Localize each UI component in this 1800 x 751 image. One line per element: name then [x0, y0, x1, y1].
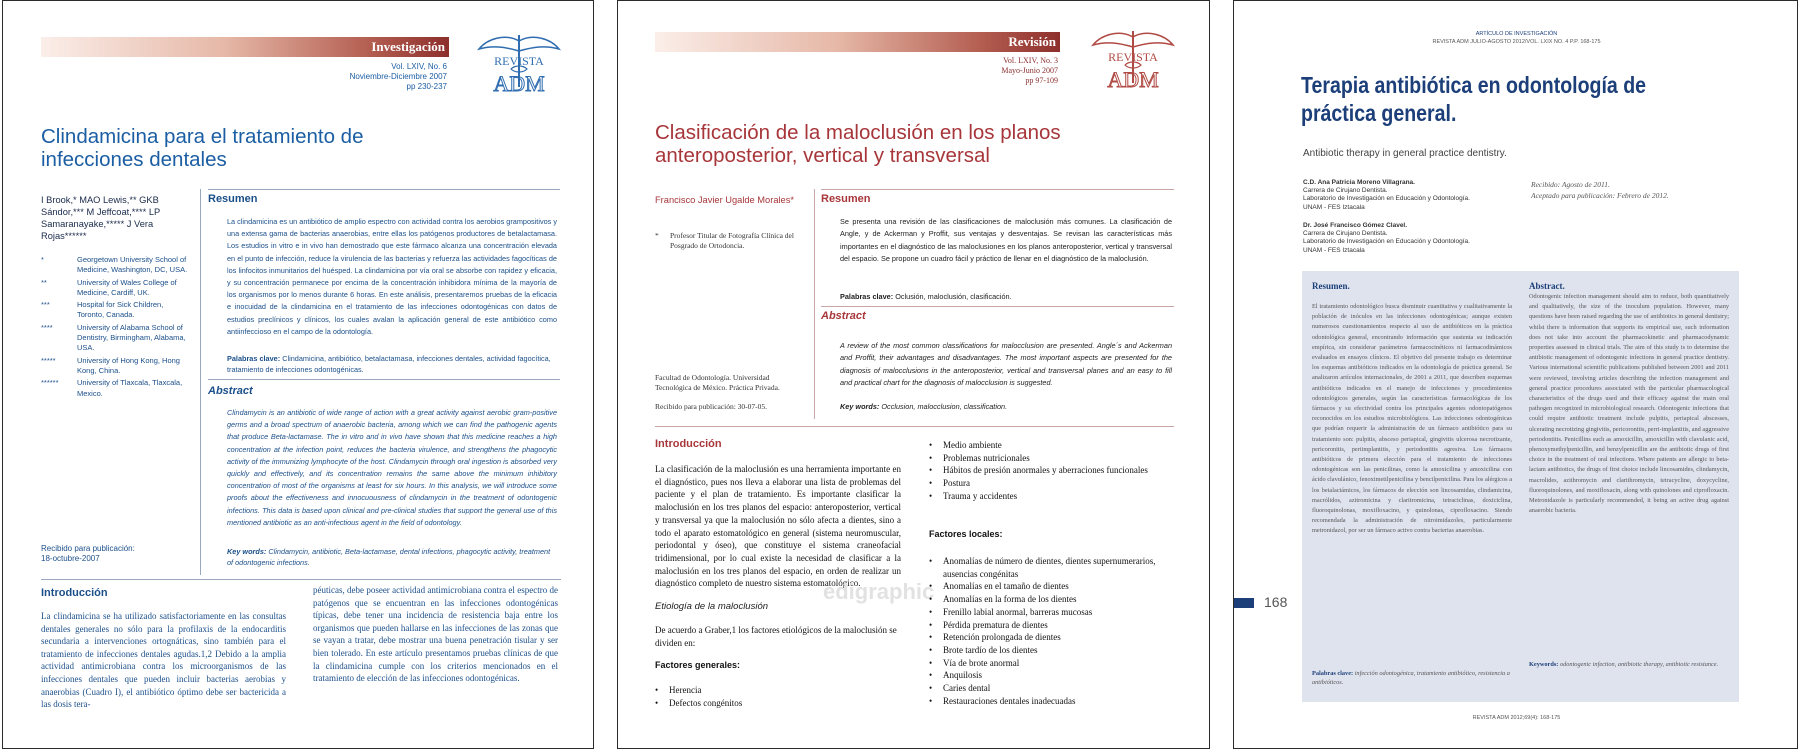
intro-heading: Introducción: [655, 438, 722, 450]
right-factors-list: [929, 439, 1174, 503]
received-info: Recibido para publicación: 30-07-05.: [655, 402, 768, 411]
list-item: • Defectos congénitos: [655, 697, 895, 710]
journal-meta: [303, 62, 447, 92]
column-divider: [200, 189, 201, 575]
list-item: • Postura: [929, 477, 1174, 490]
abstract-text: Odontogenic infection management should aim to reduce, both quantitatively and qualitatively, the size of the inoculum population. However, many questions have been raised regarding the use of antibiotics in general dentistry; whilst there is information that supports its empirical use, such information does not take into account the pharmacokinetic and pharmacodynamic properties assessed in clinical trials. The aim of this study is to determine the antibiotic management of odontogenic infections in general practice dentistry. Various international scientific publications published between 2001 and 2011 were reviewed, involving articles describing the infection management and general practice procedures associated with the particular pharmacological characteristics of the drugs used and their efficacy against the main oral pathogen recognized in microbiological research. Odontogenic infections that could require antibiotic treatment include pulpitis, periapical abscesses, ulcerating necrotizing gingivitis, pericoronitis, perri-implantitis, and aggressive periodontitis. Penicillins such as amoxicillin, amoxicillin with clavulanic acid, phenoxymethylpenicillin, and benzylpenicillin are the antibiotic drugs of first choice in the treatment of oral infections. Where patients are allergic to beta-lactam antibiotics, the drugs of first choice include lincosamides, clindamycin, macrolides, azithromycin and clarithromycin, tetracycline, doxycycline, fluoroquinolones, and moxifloxacin, along with quinolones and ciprofloxacin. Metronidazole is particularly recommended, it being an active drug against anaerobic bacteria.: [1529, 293, 1729, 515]
palabras-label: Palabras clave:: [227, 354, 281, 363]
received-date: 18-octubre-2007: [41, 554, 100, 563]
affiliation-item: [41, 323, 191, 354]
watermark: edigraphic: [823, 579, 935, 604]
article-page-2: [617, 0, 1210, 749]
affiliation-mark: ***: [41, 300, 50, 310]
factores-locales-list: [929, 555, 1174, 707]
affiliation-item: [41, 255, 191, 276]
keywords-text: odontogenic infection, antibiotic therapy, antibiotic resistance.: [1559, 661, 1719, 668]
keywords-text: Occlusion, malocclusion, classification.: [881, 402, 1008, 411]
logo-word-adm: ADM: [1107, 67, 1159, 92]
author-name: Dr. José Francisco Gómez Clavel.: [1303, 222, 1408, 229]
revista-adm-logo: [475, 29, 563, 105]
resumen-text: La clindamicina es un antibiótico de amplio espectro con actividad contra los aerobios grampositivos y una extensa gama de bacterias anaerobias, entre ellas los patógenos productores de betalactamasa. Los estudios in vitro e in vivo han demostrado que este fármaco alcanza una concentración elevada en el punto de infección, reduce la virulencia de las bacterias y refuerza las actividades fagocíticas de los linfocitos inmunitarios del huésped. La clindamicina por vía oral se absorbe con rapidez y eficacia, y su concentración permanece por encima de la concentración inhibidora mínima de la mayoría de los organismos por lo menos durante 6 horas. En este análisis, presentaremos pruebas de la eficacia e inocuidad de la clindamicina en el tratamiento de las infecciones odontogénicas con datos de estudios preclínicos y clínicos, los cuales avalan la aplicación general de este antibiótico como antiinfeccioso en el campo de la odontología.: [227, 217, 557, 336]
affiliation-item: [41, 378, 191, 399]
palabras-clave: [1312, 669, 1512, 687]
affiliation-mark: ******: [41, 378, 59, 388]
resumen-text: El tratamiento odontológico busca disminuir cuantitativa y cualitativamente la población de inóculos en las infecciones odontogénicas; aunque existen numerosos cuestionamientos respecto al uso de antibióticos en la práctica odontológica general, encontrando información que sustenta su indicación empírica, sin considerar parámetros farmacocinéticos ni farmacodinámicos evaluados en ensayos clínicos. El objetivo del presente trabajo es determinar los esquemas antibióticos indicados en la odontología de práctica general. Se analizaron artículos internacionales, de 2001 a 2011, que describen esquemas antibióticos indicados en el manejo de infecciones y procedimientos odontológicos generales, según las características farmacológicas de los fármacos y su efectividad contra los principales agentes odontopatógenos reconocidos en los estudios microbiológicos. Las infecciones odontogénicas que podrían requerir la administración de un fármaco antibiótico para su tratamiento son: pulpitis, absceso periapical, gingivitis ulcerosa necrotizante, pericoronitis, periimplantitis, y periodontitis agresiva. Los fármacos antibióticos de primera elección para el tratamiento de infecciones odontogénicas son las penicilinas, como la amoxicilina y amoxicilina con ácido clavulánico, fenoximetilpenicilina y bencilpenicilina. Para los alérgicos a los betalactámicos, los fármacos de elección son lincosamidas, clindamicina, macrólidos, azitromicina y claritromicina, tetraciclinas, doxiciclina, fluoroquinolonas, moxifloxacino, y quinolonas, ciprofloxacino. Siendo recomendada la administración de nitroimidazoles, particularmente metronidazol, por ser un fármaco activo contra bacterias anaerobias.: [1312, 303, 1512, 535]
journal-meta: REVISTA ADM JULIO-AGOSTO 2012/VOL. LXIX NO. 4 P.P. 168-175: [1432, 39, 1601, 45]
subtitle: Antibiotic therapy in general practice dentistry.: [1303, 148, 1507, 159]
palabras-text: Oclusión, maloclusión, clasificación.: [895, 292, 1012, 301]
rule: [821, 189, 1174, 190]
keywords-label: Key words:: [840, 402, 880, 411]
abstract-text: Clindamycin is an antibiotic of wide range of action with a great activity against aerobic gram-positive germs and a broad spectrum of anaerobic bacteria, among which we can find the pathogenic agents that produce Beta-lactamase. The in vitro and in vivo have shown that this medicine reaches a high concentration at the infection point, reduces the bacteria virulence, and strengthens the phagocytic activity of the immunizing lymphocyte of the host. Clindamycin through oral ingestion is absorbed very quickly and effectively, and its concentration remains the same above the minimum inhibitory concentration of most of the organisms at least for six hours. In this analysis, we will introduce some proofs about the effectiveness and innocuousness of clindamycin in the treatment of odontogenic infections. This data is based upon clinical and pre-clinical studies that support the general use of this mentioned antibiotic as an anti-infectious agent in the field of odontology.: [227, 408, 557, 527]
logo-word-adm: ADM: [493, 71, 545, 96]
section-label: Investigación: [371, 39, 445, 54]
author-line: UNAM - FES Iztacala: [1303, 203, 1365, 211]
pages: pp 230-237: [406, 82, 447, 91]
dates: [1531, 179, 1761, 201]
list-item: • Anomalías en el tamaño de dientes: [929, 580, 1174, 593]
factores-locales-heading: Factores locales:: [929, 529, 1003, 539]
affiliation-text: Profesor Titular de Fotografía Clínica del Posgrado de Ortodoncia.: [670, 231, 794, 251]
list-item: • Medio ambiente: [929, 439, 1174, 452]
affiliation-item: [41, 278, 191, 299]
section-label: Revisión: [1008, 34, 1056, 49]
volume: Vol. LXIV, No. 3: [1003, 56, 1058, 65]
list-item: • Herencia: [655, 684, 895, 697]
resumen-heading: Resumen: [208, 193, 258, 205]
list-item: • Anquilosis: [929, 669, 1174, 682]
affiliation-mark: *: [41, 255, 44, 264]
affiliation-text: University of Alabama School of Dentistry, Birmingham, Alabama, USA.: [77, 322, 186, 353]
affiliation-text: Georgetown University School of Medicine, Washington, DC, USA.: [77, 255, 188, 275]
affiliation-text: University of Wales College of Medicine, Cardiff, UK.: [77, 277, 177, 297]
rule: [821, 306, 1174, 307]
list-item: • Frenillo labial anormal, barreras mucosas: [929, 606, 1174, 619]
intro-col2: péuticas, debe poseer actividad antimicrobiana contra el espectro de patógenos que se encuentran en las infecciones odontogénicas típicas, debe tener una incidencia de resistencia baja entre los organismos que pueden hallarse en las infecciones de las zonas que se vayan a tratar, debe mostrar una buena penetración tisular y ser bien tolerado. En este artículo presentamos pruebas clínicas de que la clindamicina cumple con los criterios mencionados en el tratamiento de elección de las infecciones odontogénicas.: [313, 585, 558, 684]
institution: Facultad de Odontología. Universidad Tecnológica de México. Práctica Privada.: [655, 373, 780, 393]
author-2: [1303, 222, 1573, 255]
resumen-text: Se presenta una revisión de las clasificaciones de maloclusión más comunes. La clasificación de Angle, y de Ackerman y Proffit, sus ventajas y desventajas. Se revisan las características más importantes en el diagnóstico de las maloclusiones en los planos anteroposterior, vertical y transversal del espacio. Se propone un cuadro fácil y práctico de llenar en el diagnóstico de la maloclusión.: [840, 217, 1172, 263]
resumen-heading: Resumen: [821, 193, 871, 205]
page-number: 168: [1264, 594, 1288, 610]
key-words: [227, 546, 557, 568]
column-divider: [814, 189, 815, 419]
author-line: Laboratorio de Investigación en Educación y Odontología.: [1303, 195, 1470, 203]
rule: [41, 579, 561, 580]
received-date: Recibido: Agosto de 2011.: [1531, 180, 1610, 189]
revista-adm-logo: [1089, 25, 1177, 101]
list-item: • Restauraciones dentales inadecuadas: [929, 695, 1174, 708]
author: Francisco Javier Ugalde Morales*: [655, 195, 794, 205]
footer: REVISTA ADM 2012;69(4): 168-175: [1472, 715, 1561, 721]
rule: [208, 379, 560, 380]
palabras-label: Palabras clave:: [1312, 670, 1354, 677]
affiliation-text: Hospital for Sick Children, Toronto, Canada.: [77, 300, 164, 320]
key-words: [840, 401, 1172, 412]
intro-text: La clasificación de la maloclusión es una herramienta importante en el diagnóstico, pues nos lleva a elaborar una lista de problemas del paciente y el plan de tratamiento. Es importante clasificar la maloclusión en los tres planos del espacio: anteroposterior, vertical y transversal ya que la maloclusión no sólo afecta a dientes, sino a todo el aparato estomatológico en general (sistema neuromuscular, periodontal y óseo), que constituye el sistema craneofacial tridimensional, por lo cual existe la necesidad de clasificar a la maloclusión en los tres planos del espacio, en orden de realizar un diagnóstico completo de nuestro sistema estomatológico.: [655, 464, 901, 589]
article-type: ARTÍCULO DE INVESTIGACIÓN: [1475, 31, 1558, 37]
affiliation-mark: *****: [41, 355, 56, 365]
abstract-heading: Abstract: [821, 310, 866, 322]
keywords-text: Clindamycin, antibiotic, Beta-lactamase, dental infections, phagocytic activity, treatment of odontogenic infections.: [227, 547, 551, 567]
author-name: C.D. Ana Patricia Moreno Villagrana.: [1303, 179, 1415, 186]
logo-word-revista: REVISTA: [494, 54, 544, 68]
received-info: [41, 544, 135, 564]
author-line: Carrera de Cirujano Dentista.: [1303, 230, 1388, 238]
section-banner: [41, 37, 449, 57]
article-page-1: [2, 0, 594, 749]
palabras-label: Palabras clave:: [840, 292, 894, 301]
affiliation-mark: **: [41, 277, 47, 287]
abstract-heading: Abstract: [208, 385, 253, 397]
factores-generales-list: [655, 684, 895, 709]
affiliation: [655, 231, 805, 252]
author-line: UNAM - FES Iztacala: [1303, 246, 1365, 254]
resumen-heading: Resumen.: [1312, 281, 1350, 291]
article-page-3: [1233, 0, 1798, 749]
list-item: • Vía de brote anormal: [929, 657, 1174, 670]
pages: pp 97-109: [1025, 76, 1058, 85]
authors: I Brook,* MAO Lewis,** GKB Sándor,*** M Jeffcoat,**** LP Samaranayake,***** J Vera Rojas******: [41, 195, 161, 241]
volume: Vol. LXIV, No. 6: [391, 62, 447, 71]
palabras-clave: [227, 353, 557, 375]
article-title: Terapia antibiótica en odontología de práctica general.: [1301, 72, 1647, 126]
logo-word-revista: REVISTA: [1108, 50, 1158, 64]
issue-date: Noviembre-Diciembre 2007: [349, 72, 447, 81]
list-item: • Pérdida prematura de dientes: [929, 619, 1174, 632]
affiliation-mark: ****: [41, 322, 53, 332]
accepted-date: Aceptado para publicación: Febrero de 2012.: [1531, 191, 1669, 200]
list-item: • Brote tardío de los dientes: [929, 644, 1174, 657]
list-item: • Anomalías de número de dientes, dientes supernumerarios, ausencias congénitas: [929, 555, 1174, 580]
palabras-clave: [840, 291, 1172, 302]
article-title: Clasificación de la maloclusión en los planos anteroposterior, vertical y transversal: [655, 121, 1061, 167]
article-title: Clindamicina para el tratamiento de infecciones dentales: [41, 125, 364, 171]
affiliations-list: [41, 255, 191, 401]
keywords-label: Keywords:: [1529, 661, 1559, 668]
list-item: • Caries dental: [929, 682, 1174, 695]
list-item: • Problemas nutricionales: [929, 452, 1174, 465]
etiologia-text: De acuerdo a Graber,1 los factores etiológicos de la maloclusión se dividen en:: [655, 625, 897, 648]
affiliation-item: [41, 356, 191, 377]
rule: [655, 426, 1174, 427]
keywords: [1529, 660, 1729, 669]
list-item: • Hábitos de presión anormales y aberraciones funcionales: [929, 464, 1174, 477]
list-item: • Anomalías en la forma de los dientes: [929, 593, 1174, 606]
affiliation-text: University of Tlaxcala, Tlaxcala, Mexico.: [77, 378, 183, 398]
abstract-heading: Abstract.: [1529, 281, 1565, 291]
author-line: Laboratorio de Investigación en Educación y Odontología.: [1303, 238, 1470, 246]
journal-meta: [914, 56, 1058, 86]
affiliation-item: [41, 300, 191, 321]
intro-col1: La clindamicina se ha utilizado satisfactoriamente en las consultas dentales generales no sólo para la profilaxis de la endocarditis secundaria a intervenciones ortognáticas, sino también para el tratamiento de infecciones dentales agudas.1,2 Debido a la amplia actividad antimicrobiana contra los microorganismos de las infecciones dentales que pueden incluir bacterias aerobias y anaerobias (Cuadro I), el antibiótico óptimo debe ser bactericida a las dosis tera-: [41, 611, 286, 710]
palabras-text: infección odontogénica, tratamiento antibiótico, resistencia a antibióticos.: [1312, 670, 1510, 686]
author-line: Carrera de Cirujano Dentista.: [1303, 187, 1388, 195]
issue-date: Mayo-Junio 2007: [1001, 66, 1058, 75]
list-item: • Trauma y accidentes: [929, 490, 1174, 503]
factores-generales-heading: Factores generales:: [655, 660, 741, 670]
received-label: Recibido para publicación:: [41, 544, 135, 553]
etiologia-heading: Etiología de la maloclusión: [655, 601, 769, 612]
keywords-label: Key words:: [227, 547, 267, 556]
rule: [208, 189, 560, 190]
list-item: • Retención prolongada de dientes: [929, 631, 1174, 644]
affiliation-text: University of Hong Kong, Hong Kong, China.: [77, 355, 180, 375]
abstract-text: A review of the most common classifications for malocclusion are presented. Angle´s and Ackerman and Proffit, their advantages and disadvantages. The most important aspects are presented for the diagnosis of malocclusions in the anteroposterior, vertical and transversal planes and an easy to fill and practical chart for the diagnosis of malocclusion is suggested.: [840, 341, 1172, 387]
palabras-text: Clindamicina, antibiótico, betalactamasa, infecciones dentales, actividad fagocítica, tratamiento de infecciones odontogénicas.: [227, 354, 551, 374]
page-tab-marker: [1234, 598, 1254, 608]
intro-heading: Introducción: [41, 587, 108, 599]
section-banner: [655, 32, 1060, 52]
affiliation-mark: *: [655, 231, 659, 240]
